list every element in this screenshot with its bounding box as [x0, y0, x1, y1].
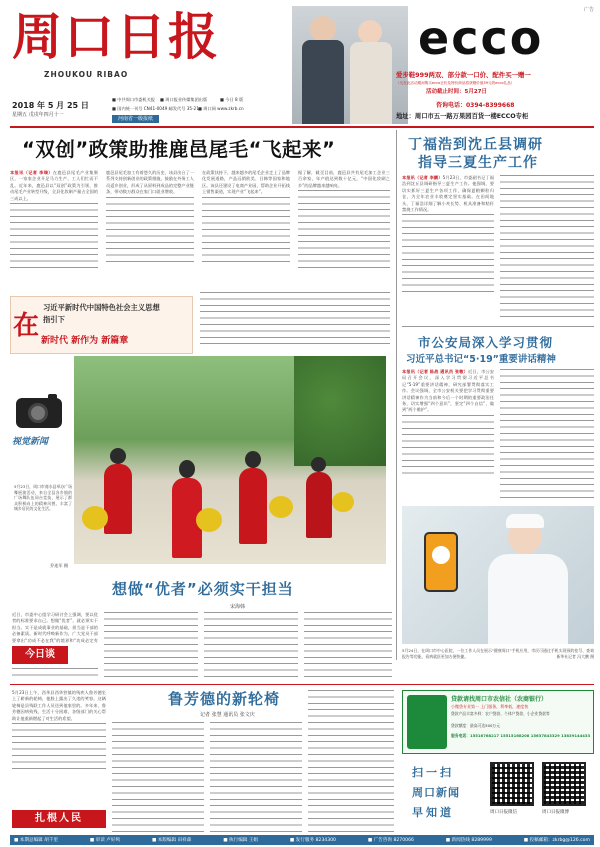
- masthead-issue-1: ■ 中共周口市委机关报: [112, 97, 155, 102]
- commentary-col-2: [104, 612, 198, 680]
- footer-item-3: ■ 本版编辑 田祥森: [151, 838, 192, 843]
- ecco-note: （凡在此活动期间购买ecco正价及特价商品将获赠价值39元的ecco礼品）: [396, 81, 515, 85]
- photo-news-label: 视觉新闻: [12, 437, 49, 447]
- lead-headline: “双创”政策助推鹿邑尾毛“飞起来”: [22, 138, 336, 161]
- wechat-qr-label: 周口日报微信: [490, 810, 517, 815]
- bottom-story-col-3: [210, 722, 302, 834]
- photo-news-caption: 5月23日，周口市商水县举办广场舞展演活动，来自全县各乡镇的广场舞队伍同台竞技，展示了群众积极向上的精神风貌，丰富了城乡居民的文化生活。: [14, 484, 72, 512]
- footer-bar: [10, 835, 594, 845]
- masthead-tag: 河南省一级报纸: [112, 115, 159, 123]
- masthead-issue-2: ■ 周口报业传媒集团出版: [160, 97, 208, 102]
- qr-promo: [402, 758, 594, 832]
- right-story-separator: [402, 326, 594, 327]
- health-app-caption: 5月24日，在周口市中心医院，一位工作人员在展示“健康周口”手机应用，市民可通过手机实现预约挂号、查询报告等功能，看病就医更加方便快捷。 新华社记者 冯大鹏 摄: [402, 648, 594, 659]
- bottom-story-body: 5月23日上午，西华县西华营镇的残疾人鲁芳德坐上了崭新的轮椅，他脸上露出了久违的笑容。这辆轮椅是县残联工作人员送到他家里的。多年来，鲁芳德因病致残，生活十分困难，各级部门的关心帮助让他重新燃起了对生活的希望。: [12, 690, 106, 806]
- xi-banner-line-3: 新时代 新作为 新篇章: [41, 336, 129, 346]
- commentary-body: 近日，市委中心组学习研讨会上强调，要以优者的标准要求自己。想做“优者”，就必须实干担当。实干是成就事业的基础，担当是干部的必备素质。新时代呼唤新作为，广大党员干部要拿出“功成不必在我”的境界和“功成必定有: [12, 612, 98, 643]
- right-story1-byline: 本报讯（记者 李鹏）: [402, 175, 443, 180]
- masthead-title: 周口日报: [12, 7, 220, 66]
- camera-icon: [16, 398, 62, 428]
- xi-banner: [10, 296, 193, 354]
- loan-ad-item-3: 贷款额度：最高可达500万元: [451, 723, 501, 728]
- bottom-story-col-4: [308, 690, 394, 834]
- right-story2-headline-1: 市公安局深入学习贯彻: [418, 335, 554, 350]
- right-story1-body: 本报讯（记者 李鹏）5月23日，市委副书记丁福浩到沈丘县调研指导三夏生产工作。他强调，要切实抓好三夏生产各项工作，确保夏粮颗粒归仓，为全年农业丰收奠定坚实基础。在田间地头，丁福浩详细了解小麦长势、机具准备和秸秆禁烧工作情况。: [402, 175, 494, 319]
- loan-ad: [402, 690, 594, 754]
- bottom-story-label: 扎根人民: [12, 810, 106, 828]
- masthead-date: 2018 年 5 月 25 日: [12, 101, 89, 110]
- commentary-col-1b: [12, 668, 98, 680]
- ecco-hotline: 咨询电话：0394-8399668: [436, 102, 515, 109]
- loan-ad-item-1: 小微贷专业第一 上门服务，利率低，速度快: [451, 704, 529, 709]
- right-story2-headline-2: 习近平总书记“5·19”重要讲话精神: [406, 354, 556, 365]
- lead-col-2: 鹿邑县尾毛加工有着悠久的历史，该县出台了一系列支持创新创业的政策措施，鼓励在外务工人员返乡创业，形成了从原料到成品的完整产业链条，带动数万群众在家门口就业增收。: [106, 170, 194, 285]
- loan-ad-phones: 服务电话：15516768217 15515168208 15637843329 13839144433: [451, 733, 591, 738]
- bottom-story-col-2: [112, 722, 204, 834]
- right-story1-body-col2: [500, 175, 594, 319]
- dance-photo: [74, 356, 386, 564]
- loan-ad-title: 贷款请找周口市农信社（农商银行）: [451, 696, 548, 703]
- lead-byline: 本报讯（记者 李瑞）: [10, 170, 53, 175]
- commentary-label: 今日谈: [12, 646, 68, 664]
- masthead-fashion-photo: [292, 6, 408, 124]
- lead-body: [10, 170, 390, 285]
- loan-ad-logo: [407, 695, 447, 749]
- right-story2-body-col2: [500, 369, 594, 501]
- wechat-qr-code[interactable]: [490, 762, 534, 806]
- health-app-photo: [402, 506, 594, 644]
- footer-item-4: ■ 执行编辑 王娟: [223, 838, 259, 843]
- footer-item-8: ■ 投稿邮箱：zkrbg@126.com: [523, 838, 590, 843]
- commentary-col-4: [304, 612, 392, 680]
- bottom-story-headline: 鲁芳德的新轮椅: [168, 690, 281, 708]
- weibo-qr-label: 周口日报微博: [542, 810, 569, 815]
- health-app-credit: 新华社记者 冯大鹏 摄: [556, 653, 594, 659]
- right-story1-headline-1: 丁福浩到沈丘县调研: [408, 137, 543, 153]
- footer-item-1: ■ 本期总编辑 胡千里: [14, 838, 59, 843]
- masthead: [10, 6, 402, 124]
- qr-promo-line-2: 周口新闻: [412, 786, 460, 799]
- ecco-activity: 活动截止时间：5月27日: [426, 89, 487, 95]
- bottom-divider: [10, 684, 594, 685]
- masthead-divider: [10, 126, 594, 128]
- masthead-website: ■ 周口网 www.zkrb.cn: [198, 106, 244, 111]
- qr-promo-line-3: 早知道: [412, 806, 454, 819]
- commentary-headline: 想做“优者”必须实干担当: [112, 580, 294, 598]
- ecco-ad-mark: 广告: [583, 7, 594, 13]
- footer-item-5: ■ 发行服务 8234300: [289, 838, 336, 843]
- ecco-promo: 爱步鞋999两双、部分款一口价、配件买一赠一: [396, 71, 531, 79]
- ecco-logo: ecco: [418, 11, 544, 65]
- masthead-pinyin: ZHOUKOU RIBAO: [44, 70, 129, 79]
- right-column-divider: [396, 130, 397, 660]
- commentary-author: 宋海韩: [230, 604, 246, 610]
- masthead-cn-code: ■ 国内统一刊号 CN41-0049 邮发代号 35-21: [112, 106, 199, 111]
- footer-item-6: ■ 广告咨询 8270066: [367, 838, 414, 843]
- xi-banner-line-2: 指引下: [43, 315, 65, 324]
- xi-banner-line-1: 习近平新时代中国特色社会主义思想: [43, 303, 160, 312]
- masthead-lunar: 星期五 戊戌年四月十一: [12, 112, 64, 118]
- xi-banner-big-char: 在: [13, 311, 40, 341]
- right-story2-byline: 本报讯（记者 陈战 通讯员 张敏）: [402, 369, 468, 374]
- right-story1-headline-2: 指导三夏生产工作: [418, 155, 538, 171]
- lead-col-1: 本报讯（记者 李瑞）在鹿邑县尾毛产业集聚区，一家家企业开足马力生产，工人们忙而不乱。近年来，鹿邑县以“双创”政策为引领，推动尾毛产业转型升级，全县化妆刷产量占全国的三成以上。: [10, 170, 98, 285]
- bottom-story-byline: 记者 张慧 通讯员 张文庆: [200, 712, 255, 718]
- loan-ad-item-2: 贷款产品丰富多样：农户贷款、个体户贷款、小企业贷款等: [451, 711, 550, 716]
- weibo-qr-code[interactable]: [542, 762, 586, 806]
- ecco-ad: [396, 6, 594, 124]
- commentary-col-3: [204, 612, 298, 680]
- footer-item-2: ■ 审读 卢好鸣: [89, 838, 121, 843]
- right-story2-body: 本报讯（记者 陈战 通讯员 张敏）近日，市公安局召开会议，深入学习贯彻习近平总书记“5·19”重要讲话精神，研究部署贯彻落实工作。会议强调，全市公安机关要把学习贯彻重要讲话精神作为当前和今后一个时期的重要政治任务，切实增强“四个意识”，坚定“四个自信”，做到“两个维护”。: [402, 369, 494, 501]
- qr-promo-line-1: 扫一扫: [412, 766, 454, 779]
- lead-col-4: 据了解，截至目前，鹿邑县共有尾毛加工企业三百余家，年产值达到数十亿元，“中国化妆刷之乡”的品牌越来越响亮。: [298, 170, 390, 285]
- lead-col-3: 在政策扶持下，越来越多的尾毛企业走上了品牌化发展道路，产品远销欧美、日韩等国家和地区。该县还建设了电商产业园，帮助企业开拓线上销售渠道，实现产业“飞起来”。: [202, 170, 290, 285]
- photo-news-credit: 乔连军 摄: [50, 563, 69, 568]
- masthead-issue-3: ■ 今日 8 版: [220, 97, 244, 102]
- ecco-address: 地址：周口市五一路万果园百货一楼ECCO专柜: [396, 113, 529, 120]
- footer-item-7: ■ 新闻热线 8289999: [445, 838, 492, 843]
- lead-continued: [200, 292, 390, 348]
